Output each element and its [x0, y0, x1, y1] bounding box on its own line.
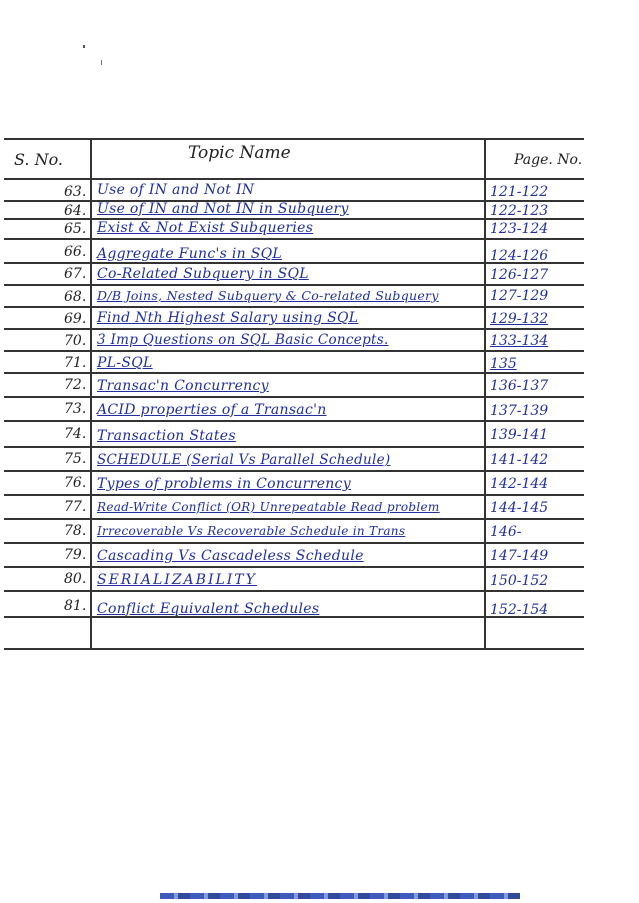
- row-topic: Read-Write Conflict (OR) Unrepeatable Read problem: [97, 500, 440, 514]
- row-sno: 71.: [64, 355, 87, 371]
- row-sno: 67.: [64, 266, 87, 282]
- row-separator: [4, 350, 584, 352]
- row-page: 123-124: [490, 221, 549, 237]
- row-page: 122-123: [490, 203, 549, 219]
- row-sno: 80.: [64, 571, 87, 587]
- row-separator: [4, 590, 584, 592]
- row-sno: 73.: [64, 401, 87, 417]
- row-topic: SCHEDULE (Serial Vs Parallel Schedule): [97, 452, 391, 468]
- row-sno: 72.: [64, 377, 87, 393]
- row-separator: [4, 328, 584, 330]
- row-sno: 78.: [64, 523, 87, 539]
- row-page: 152-154: [490, 602, 549, 618]
- row-page: 139-141: [490, 427, 549, 443]
- row-topic: PL-SQL: [97, 355, 153, 371]
- row-topic: Use of IN and Not IN in Subquery: [97, 201, 349, 217]
- header-topic-name: Topic Name: [188, 143, 291, 163]
- row-separator: [4, 566, 584, 568]
- row-page: 144-145: [490, 500, 549, 516]
- row-separator: [4, 446, 584, 448]
- row-topic: Transac'n Concurrency: [97, 378, 269, 394]
- row-topic: 3 Imp Questions on SQL Basic Concepts.: [97, 332, 389, 348]
- row-sno: 64.: [64, 203, 87, 219]
- stray-mark: [83, 45, 85, 48]
- row-sno: 81.: [64, 598, 87, 614]
- row-topic: Types of problems in Concurrency: [97, 476, 351, 492]
- row-topic: Use of IN and Not IN: [97, 182, 255, 198]
- stray-mark: [101, 60, 102, 65]
- row-sno: 65.: [64, 221, 87, 237]
- row-sno: 77.: [64, 499, 87, 515]
- row-page: 137-139: [490, 403, 549, 419]
- row-page: 136-137: [490, 378, 549, 394]
- row-page: 124-126: [490, 248, 549, 264]
- row-separator: [4, 238, 584, 240]
- row-topic: Conflict Equivalent Schedules: [97, 601, 320, 617]
- row-sno: 70.: [64, 333, 87, 349]
- row-page: 141-142: [490, 452, 549, 468]
- row-sno: 63.: [64, 184, 87, 200]
- row-separator: [4, 494, 584, 496]
- row-sno: 68.: [64, 289, 87, 305]
- row-page: 133-134: [490, 333, 549, 349]
- row-sno: 79.: [64, 547, 87, 563]
- row-sno: 69.: [64, 311, 87, 327]
- table-bottom-border: [4, 648, 584, 650]
- row-topic: Irrecoverable Vs Recoverable Schedule in Trans: [97, 524, 406, 538]
- row-separator: [4, 306, 584, 308]
- row-separator: [4, 372, 584, 374]
- scan-edge-stripe: [160, 893, 520, 899]
- row-topic: Exist & Not Exist Subqueries: [97, 220, 314, 236]
- row-topic: SERIALIZABILITY: [97, 572, 257, 588]
- row-page: 129-132: [490, 311, 549, 327]
- row-separator: [4, 284, 584, 286]
- row-page: 142-144: [490, 476, 549, 492]
- row-sno: 75.: [64, 451, 87, 467]
- row-page: 150-152: [490, 573, 549, 589]
- sno-column-divider: [90, 138, 92, 650]
- header-sno: S. No.: [14, 150, 63, 169]
- row-page: 135: [490, 356, 517, 372]
- row-topic: Find Nth Highest Salary using SQL: [97, 310, 359, 326]
- row-page: 121-122: [490, 184, 549, 200]
- row-page: 146-: [490, 524, 522, 540]
- row-page: 126-127: [490, 267, 549, 283]
- row-separator: [4, 542, 584, 544]
- row-sno: 76.: [64, 475, 87, 491]
- row-sno: 74.: [64, 426, 87, 442]
- row-page: 127-129: [490, 288, 549, 304]
- row-separator: [4, 470, 584, 472]
- row-separator: [4, 420, 584, 422]
- page-column-divider: [484, 138, 486, 650]
- row-topic: Cascading Vs Cascadeless Schedule: [97, 548, 364, 564]
- row-topic: D/B Joins, Nested Subquery & Co-related Subquery: [97, 288, 439, 303]
- header-page-no: Page. No.: [514, 152, 583, 168]
- row-separator: [4, 518, 584, 520]
- row-topic: Aggregate Func's in SQL: [97, 246, 282, 262]
- row-topic: Transaction States: [97, 428, 236, 444]
- row-page: 147-149: [490, 548, 549, 564]
- row-sno: 66.: [64, 244, 87, 260]
- row-topic: ACID properties of a Transac'n: [97, 402, 327, 418]
- row-separator: [4, 396, 584, 398]
- row-topic: Co-Related Subquery in SQL: [97, 266, 309, 282]
